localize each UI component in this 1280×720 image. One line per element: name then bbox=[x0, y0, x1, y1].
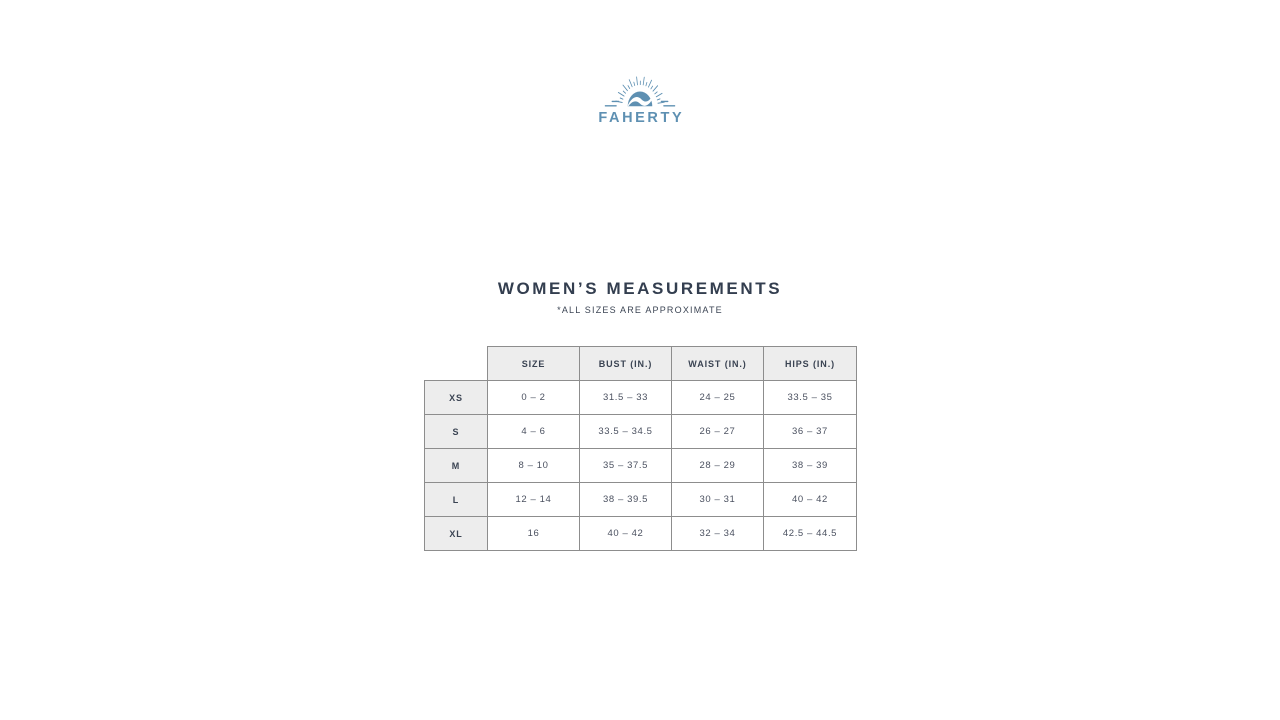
row-label-s: S bbox=[425, 415, 488, 449]
table-row bbox=[425, 449, 857, 483]
cell-xl-bust: 40 – 42 bbox=[580, 517, 672, 551]
cell-l-bust: 38 – 39.5 bbox=[580, 483, 672, 517]
page-title: WOMEN’S MEASUREMENTS bbox=[497, 279, 783, 298]
cell-xs-bust: 31.5 – 33 bbox=[580, 381, 672, 415]
cell-m-waist: 28 – 29 bbox=[672, 449, 764, 483]
cell-l-waist: 30 – 31 bbox=[672, 483, 764, 517]
table-row bbox=[425, 415, 857, 449]
cell-s-bust: 33.5 – 34.5 bbox=[580, 415, 672, 449]
row-label-l: L bbox=[425, 483, 488, 517]
cell-l-size: 12 – 14 bbox=[488, 483, 580, 517]
brand-wordmark: FAHERTY bbox=[598, 110, 685, 126]
column-header-bust: BUST (IN.) bbox=[580, 347, 672, 381]
cell-m-bust: 35 – 37.5 bbox=[580, 449, 672, 483]
cell-l-hips: 40 – 42 bbox=[764, 483, 857, 517]
row-label-m: M bbox=[425, 449, 488, 483]
table-row bbox=[425, 381, 857, 415]
column-header-hips: HIPS (IN.) bbox=[764, 347, 857, 381]
page-subtitle: *ALL SIZES ARE APPROXIMATE bbox=[557, 305, 723, 315]
cell-xl-hips: 42.5 – 44.5 bbox=[764, 517, 857, 551]
cell-xl-size: 16 bbox=[488, 517, 580, 551]
cell-m-hips: 38 – 39 bbox=[764, 449, 857, 483]
cell-m-size: 8 – 10 bbox=[488, 449, 580, 483]
row-label-xl: XL bbox=[425, 517, 488, 551]
table-row bbox=[425, 517, 857, 551]
cell-xs-waist: 24 – 25 bbox=[672, 381, 764, 415]
table-header-row bbox=[425, 347, 857, 381]
measurements-table bbox=[424, 346, 857, 551]
cell-xl-waist: 32 – 34 bbox=[672, 517, 764, 551]
cell-xs-hips: 33.5 – 35 bbox=[764, 381, 857, 415]
cell-s-waist: 26 – 27 bbox=[672, 415, 764, 449]
cell-xs-size: 0 – 2 bbox=[488, 381, 580, 415]
column-header-waist: WAIST (IN.) bbox=[672, 347, 764, 381]
cell-s-hips: 36 – 37 bbox=[764, 415, 857, 449]
table-corner-cell bbox=[425, 347, 488, 381]
faherty-logo bbox=[0, 75, 1280, 126]
row-label-xs: XS bbox=[425, 381, 488, 415]
sunrise-wave-icon bbox=[601, 75, 679, 108]
cell-s-size: 4 – 6 bbox=[488, 415, 580, 449]
column-header-size: SIZE bbox=[488, 347, 580, 381]
table-row bbox=[425, 483, 857, 517]
